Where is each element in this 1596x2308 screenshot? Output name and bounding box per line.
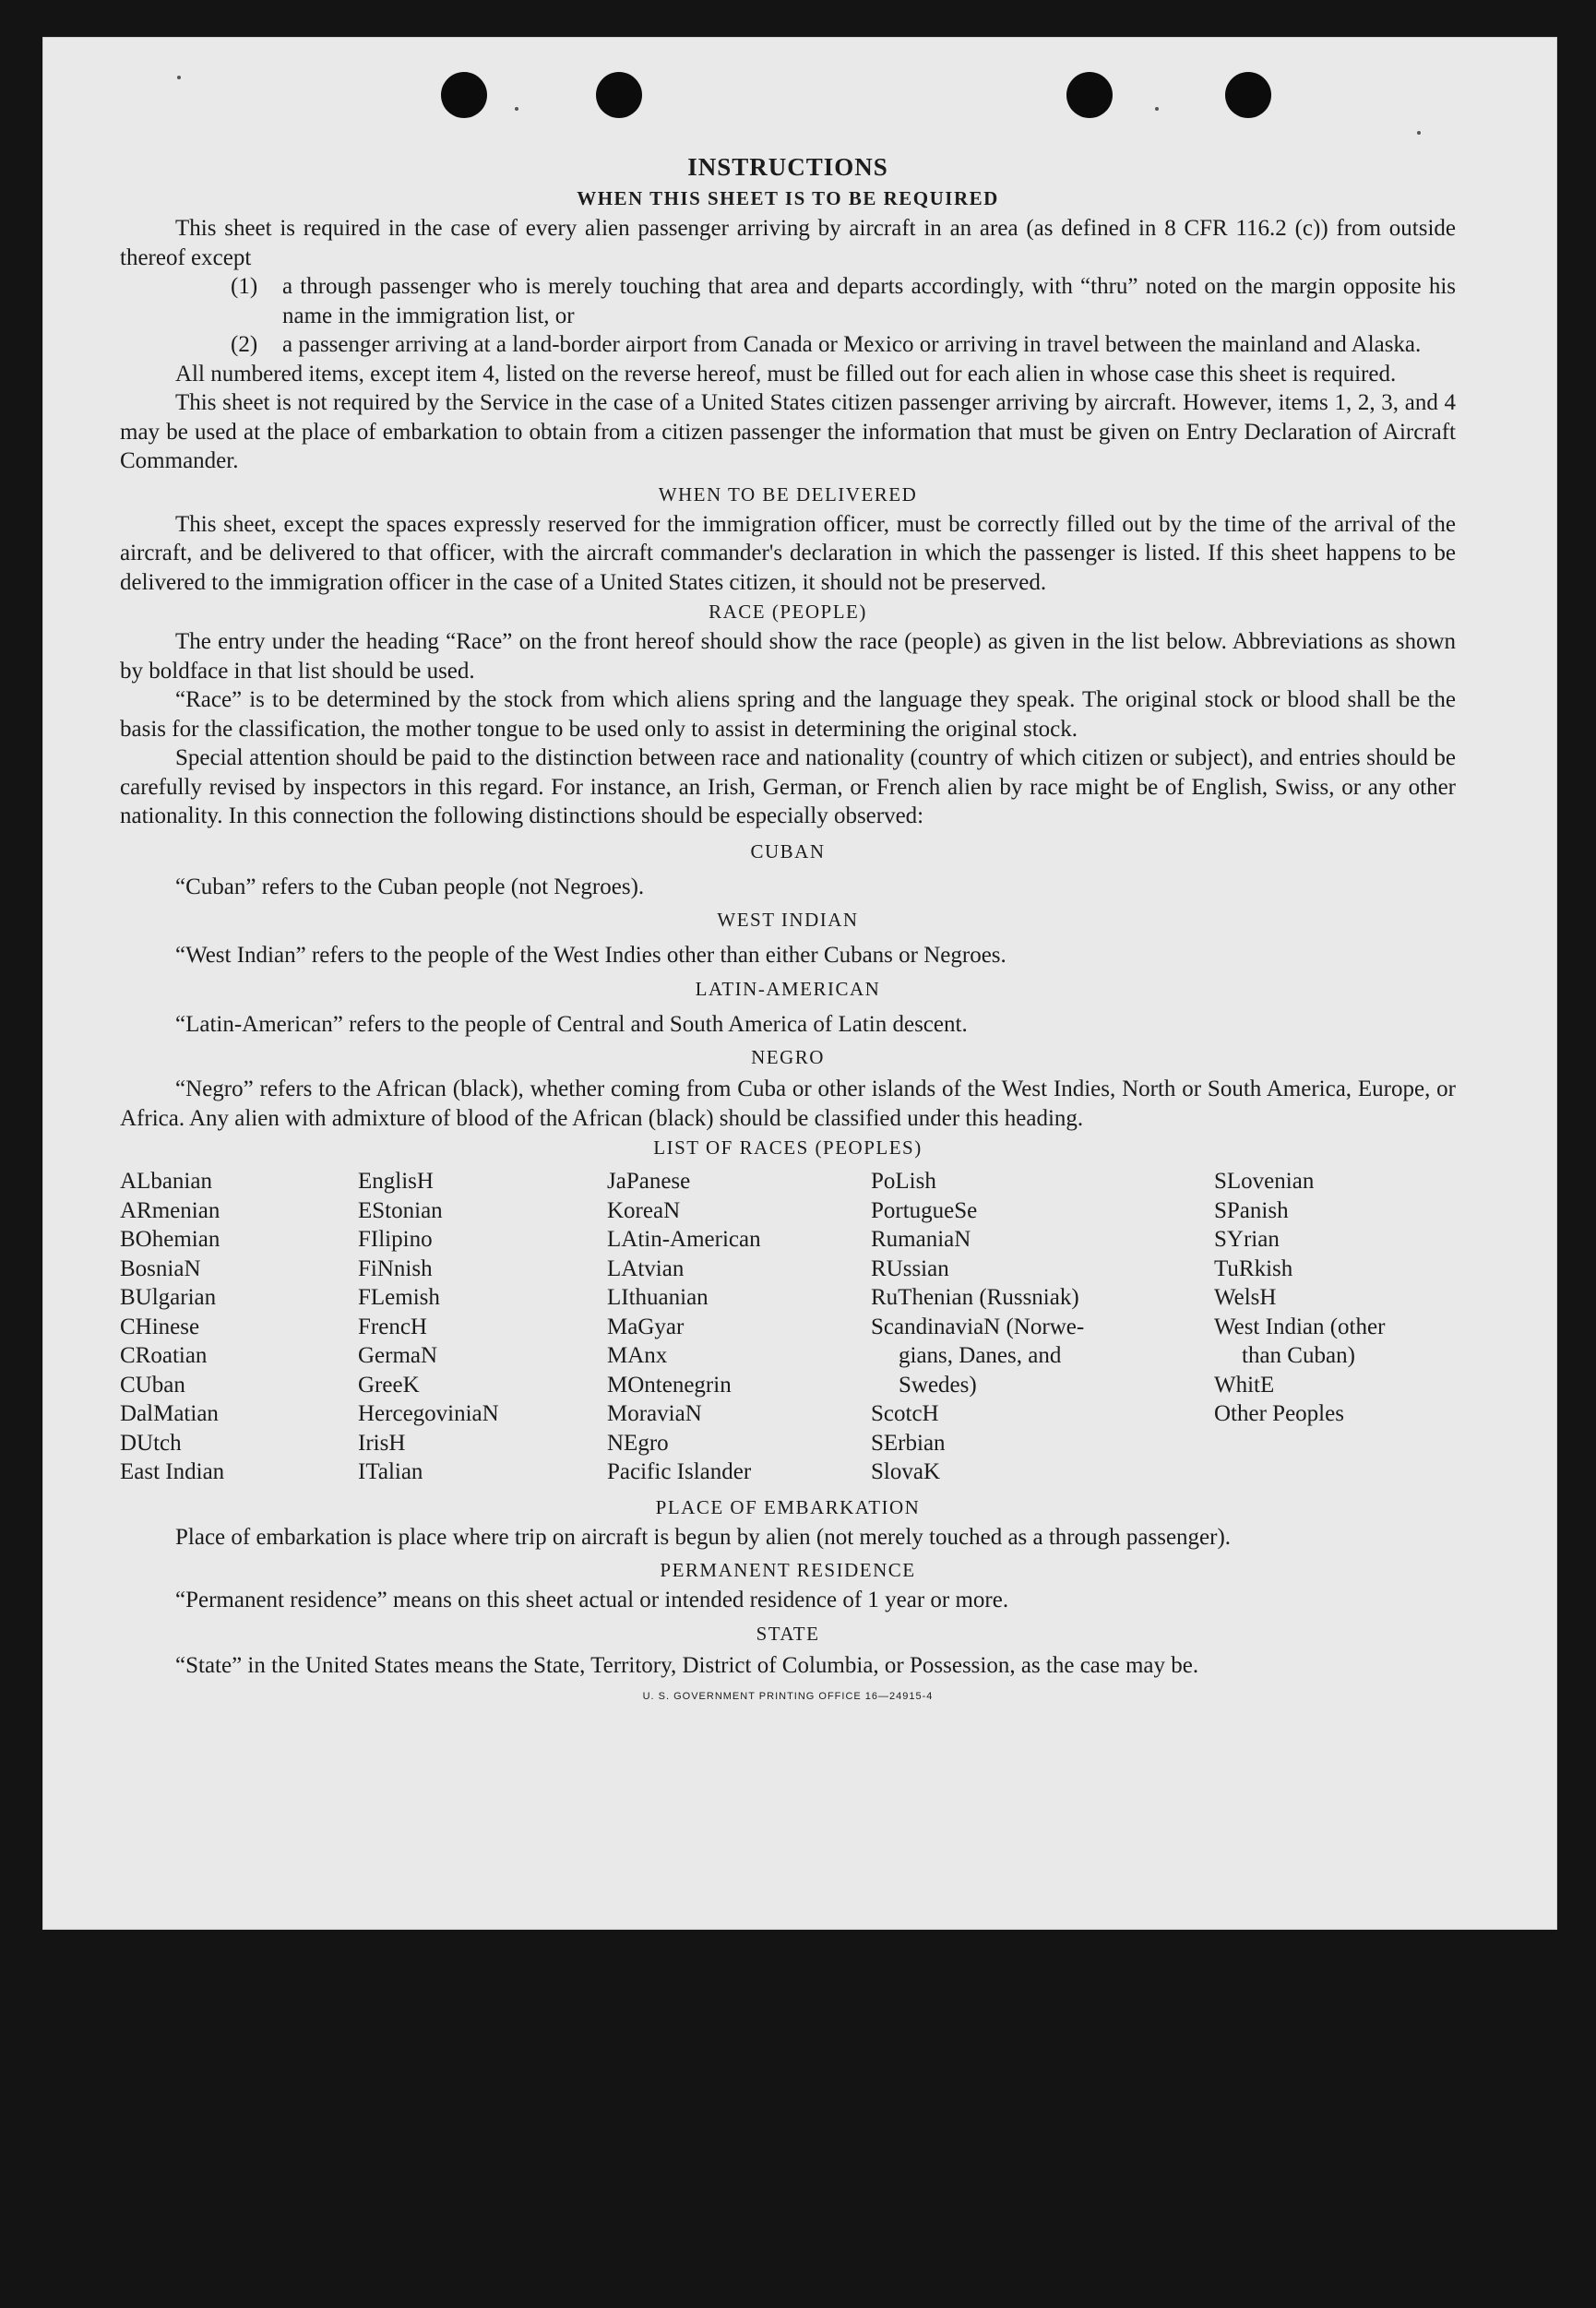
race-entry: LAtvian: [607, 1255, 685, 1281]
page-title: INSTRUCTIONS: [687, 153, 888, 181]
section-heading: RACE (PEOPLE): [709, 601, 867, 623]
race-entry: ARmenian: [120, 1197, 220, 1223]
paragraph: Special attention should be paid to the distinction between race and nationality (country of which citizen or subject), and entries should be carefully revised by inspectors in this regard. For instance, an Irish, German, or French alien by race might be of English, Swiss, or any other nationality. In this connection the following distinctions should be especially observed:: [120, 745, 1456, 828]
race-column: [607, 1167, 871, 1487]
section-heading: STATE: [756, 1622, 820, 1645]
race-entry: LIthuanian: [607, 1285, 709, 1310]
document-sheet: [42, 37, 1557, 1930]
punch-hole: [441, 72, 487, 118]
printer-imprint: U. S. GOVERNMENT PRINTING OFFICE 16—24915-4: [642, 1691, 934, 1702]
section-heading: WEST INDIAN: [717, 909, 859, 931]
definition: “Latin-American” refers to the people of Central and South America of Latin descent.: [175, 1011, 968, 1037]
definition: “Cuban” refers to the Cuban people (not Negroes).: [175, 874, 645, 899]
item-number: (2): [231, 332, 258, 357]
punch-hole: [596, 72, 642, 118]
race-entry: LAtin-American: [607, 1227, 761, 1252]
section-heading: WHEN TO BE DELIVERED: [658, 482, 918, 506]
race-entry: CUban: [120, 1372, 185, 1398]
race-entry: GermaN: [358, 1343, 438, 1368]
race-entry: NEgro: [607, 1430, 669, 1456]
race-entry: KoreaN: [607, 1197, 681, 1223]
paragraph: Place of embarkation is place where trip on aircraft is begun by alien (not merely touched as a through passenger).: [175, 1524, 1232, 1550]
item-number: (1): [231, 274, 258, 299]
race-entry: WelsH: [1214, 1285, 1277, 1310]
race-column: [1214, 1167, 1456, 1487]
section-heading: NEGRO: [751, 1046, 825, 1068]
race-entry: BOhemian: [120, 1227, 220, 1252]
race-entry: DUtch: [120, 1430, 182, 1456]
list-item: [231, 272, 1456, 330]
race-entry: HercegoviniaN: [358, 1401, 499, 1426]
race-entry: MOntenegrin: [607, 1372, 732, 1398]
race-entry: MaGyar: [607, 1314, 685, 1339]
race-entry: CHinese: [120, 1314, 200, 1339]
race-entry: East Indian: [120, 1459, 225, 1484]
paragraph: The entry under the heading “Race” on the front hereof should show the race (people) as given in the list below. Abbreviations as shown by boldface in that list should be used.: [120, 629, 1456, 684]
race-entry: JaPanese: [607, 1169, 691, 1194]
race-entry: SLovenian: [1214, 1169, 1315, 1194]
race-entry: Other Peoples: [1214, 1401, 1344, 1426]
race-entry: WhitE: [1214, 1372, 1275, 1398]
race-entry: EStonian: [358, 1197, 443, 1223]
speck: [1155, 107, 1159, 111]
item-text: a passenger arriving at a land-border airport from Canada or Mexico or arriving in travel between the mainland and Alaska.: [282, 332, 1422, 357]
race-entry: RuThenian (Russniak): [871, 1285, 1079, 1310]
race-entry: ITalian: [358, 1459, 423, 1484]
race-entry: PortugueSe: [871, 1197, 978, 1223]
punch-hole: [1066, 72, 1113, 118]
paragraph: All numbered items, except item 4, listed on the reverse hereof, must be filled out for each alien in whose case this sheet is required.: [175, 361, 1397, 387]
speck: [177, 76, 181, 79]
race-entry: CRoatian: [120, 1343, 208, 1368]
race-entry: BosniaN: [120, 1255, 201, 1281]
paragraph: “Race” is to be determined by the stock from which aliens spring and the language they speak. The original stock or blood shall be the basis for the classification, the mother tongue to be used only to assist in determining the original stock.: [120, 687, 1456, 742]
race-entry: FrencH: [358, 1314, 427, 1339]
list-item: [231, 330, 1456, 360]
race-entry: MAnx: [607, 1343, 668, 1368]
race-entry: DalMatian: [120, 1401, 219, 1426]
race-entry: West Indian (other: [1214, 1314, 1386, 1339]
race-list: [120, 1167, 1456, 1487]
race-entry: SYrian: [1214, 1227, 1280, 1252]
race-entry: EnglisH: [358, 1169, 434, 1194]
race-entry: IrisH: [358, 1430, 406, 1456]
race-entry: TuRkish: [1214, 1255, 1293, 1281]
race-entry: FIlipino: [358, 1227, 433, 1252]
race-entry: FiNnish: [358, 1255, 433, 1281]
race-entry: BUlgarian: [120, 1285, 217, 1310]
paragraph: This sheet is required in the case of every alien passenger arriving by aircraft in an area (as defined in 8 CFR 116.2 (c)) from outside thereof except: [120, 216, 1456, 270]
race-entry: SlovaK: [871, 1459, 940, 1484]
section-heading: CUBAN: [750, 839, 826, 863]
section-heading: WHEN THIS SHEET IS TO BE REQUIRED: [577, 187, 999, 209]
paragraph: This sheet, except the spaces expressly reserved for the immigration officer, must be correctly filled out by the time of the arrival of the aircraft, and be delivered to that officer, with the aircraft commander's declaration in which the passenger is listed. If this sheet happens to be delivered to the immigration officer in the case of a United States citizen, it should not be preserved.: [120, 511, 1456, 595]
item-text: a through passenger who is merely touching that area and departs accordingly, with “thru” noted on the margin opposite his name in the immigration list, or: [282, 274, 1456, 328]
paragraph: “State” in the United States means the State, Territory, District of Columbia, or Possession, as the case may be.: [175, 1652, 1199, 1678]
paragraph: This sheet is not required by the Service in the case of a United States citizen passenger arriving by aircraft. However, items 1, 2, 3, and 4 may be used at the place of embarkation to obtain from a citizen passenger the information that must be given on Entry Declaration of Aircraft Commander.: [120, 390, 1456, 473]
race-entry: gians, Danes, and: [899, 1343, 1062, 1368]
race-entry: ScotcH: [871, 1401, 939, 1426]
race-entry: Swedes): [899, 1372, 977, 1398]
race-entry: RumaniaN: [871, 1227, 971, 1252]
race-column: [871, 1167, 1214, 1487]
race-entry: Pacific Islander: [607, 1459, 752, 1484]
definition: “West Indian” refers to the people of the West Indies other than either Cubans or Negroes.: [175, 943, 1006, 968]
race-entry: MoraviaN: [607, 1401, 702, 1426]
paragraph: “Negro” refers to the African (black), whether coming from Cuba or other islands of the West Indies, North or South America, Europe, or Africa. Any alien with admixture of blood of the African (black) should be classified under this heading.: [120, 1077, 1456, 1131]
section-heading: PLACE OF EMBARKATION: [655, 1495, 921, 1518]
speck: [515, 107, 518, 111]
race-entry: PoLish: [871, 1169, 936, 1194]
definition: “Permanent residence” means on this sheet actual or intended residence of 1 year or more.: [175, 1588, 1009, 1612]
race-column: [120, 1167, 358, 1487]
race-entry: than Cuban): [1242, 1343, 1355, 1368]
race-column: [358, 1167, 607, 1487]
section-heading: LIST OF RACES (PEOPLES): [653, 1136, 923, 1159]
section-heading: LATIN-AMERICAN: [695, 977, 881, 1000]
race-entry: SPanish: [1214, 1197, 1289, 1223]
race-entry: RUssian: [871, 1255, 949, 1281]
race-entry: SErbian: [871, 1430, 946, 1456]
race-entry: ScandinaviaN (Norwe-: [871, 1314, 1085, 1339]
race-entry: GreeK: [358, 1372, 420, 1398]
race-entry: ALbanian: [120, 1169, 212, 1194]
race-entry: FLemish: [358, 1285, 440, 1310]
punch-hole: [1225, 72, 1271, 118]
instructions-content: [120, 116, 1456, 1702]
section-heading: PERMANENT RESIDENCE: [660, 1559, 916, 1581]
